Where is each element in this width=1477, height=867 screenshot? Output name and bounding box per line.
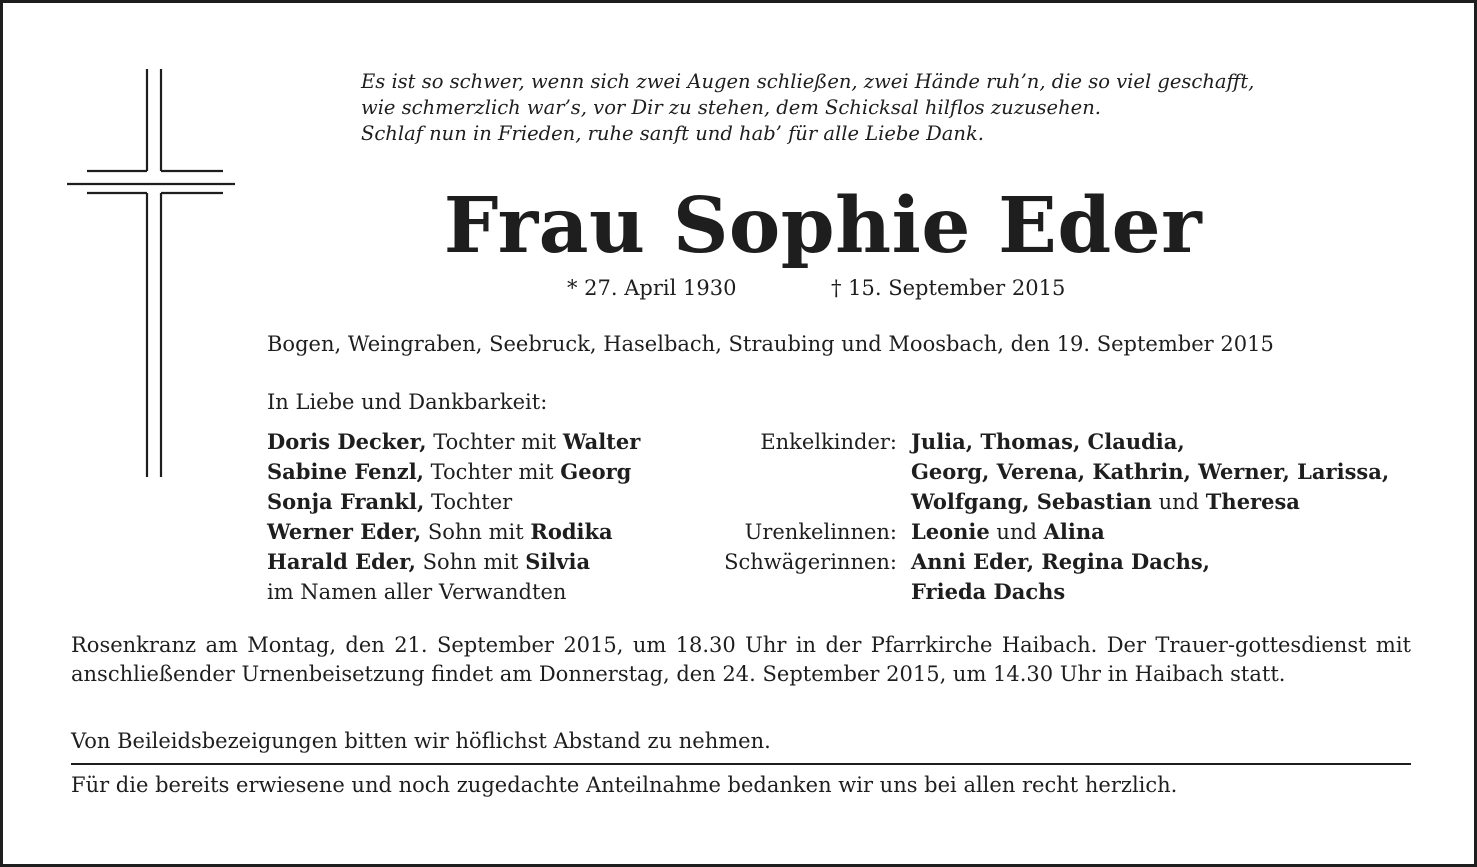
spacer [653, 457, 897, 487]
grandchildren-line [911, 487, 1431, 517]
family-closing: im Namen aller Verwandten [267, 580, 567, 604]
sisters-in-law-line [911, 577, 1431, 607]
grandchildren-label: Enkelkinder: [760, 430, 897, 454]
great-grandchild-name: Leonie [911, 519, 990, 544]
family-member-name: Werner Eder, [267, 519, 422, 544]
service-announcement [71, 631, 1411, 689]
condolence-note: Von Beileidsbezeigungen bitten wir höflichst Abstand zu nehmen. [71, 729, 771, 753]
family-member [267, 457, 697, 487]
family-member-partner: Rodika [530, 519, 613, 544]
relative-names [911, 427, 1431, 607]
family-member-name: Doris Decker, [267, 429, 427, 454]
sisters-in-law-label: Schwägerinnen: [724, 550, 897, 574]
family-member-relation: Sohn mit [416, 550, 526, 574]
poem-line: Es ist so schwer, wenn sich zwei Augen schließen, zwei Hände ruh’n, die so viel geschafft, [361, 70, 1255, 93]
grandchildren-names: Wolfgang, Sebastian [911, 489, 1152, 514]
great-grandchildren-line [911, 517, 1431, 547]
birth-date: * 27. April 1930 [567, 276, 737, 300]
sisters-in-law-line [911, 547, 1431, 577]
mourners-intro: In Liebe und Dankbarkeit: [267, 390, 548, 414]
family-member-relation: Tochter [424, 490, 513, 514]
family-member-relation: Tochter mit [426, 430, 563, 454]
family-member-partner: Georg [560, 459, 632, 484]
sisters-in-law-names: Anni Eder, Regina Dachs, [911, 549, 1210, 574]
cross-icon [63, 65, 239, 481]
place-and-date: Bogen, Weingraben, Seebruck, Haselbach, Straubing und Moosbach, den 19. September 2015 [267, 332, 1274, 356]
family-member-partner: Silvia [525, 549, 591, 574]
grandchildren-names: Julia, Thomas, Claudia, [911, 429, 1185, 454]
deceased-name: Frau Sophie Eder [443, 181, 1203, 271]
family-member [267, 487, 697, 517]
great-grandchild-name: Alina [1043, 519, 1105, 544]
conjunction: und [989, 520, 1044, 544]
grandchildren-line [911, 427, 1431, 457]
poem-line: wie schmerzlich war’s, vor Dir zu stehen, dem Schicksal hilflos zuzusehen. [361, 96, 1101, 119]
family-member-relation: Tochter mit [423, 460, 561, 484]
family-member [267, 427, 697, 457]
death-date: † 15. September 2015 [831, 276, 1066, 300]
conjunction: und [1151, 490, 1206, 514]
relative-labels [653, 427, 897, 577]
family-member [267, 517, 697, 547]
great-grandchildren-label: Urenkelinnen: [744, 520, 897, 544]
sisters-in-law-names: Frieda Dachs [911, 579, 1066, 604]
family-list [267, 427, 697, 607]
grandchildren-names: Georg, Verena, Kathrin, Werner, Larissa, [911, 459, 1390, 484]
grandchildren-names: Theresa [1205, 489, 1300, 514]
thanks-note: Für die bereits erwiesene und noch zugedachte Anteilnahme bedanken wir uns bei allen recht herzlich. [71, 773, 1178, 797]
service-text: Rosenkranz am Montag, den 21. September 2015, um 18.30 Uhr in der Pfarrkirche Haibach. Der Trauer-gottesdienst mit anschließender Urnenbeisetzung findet am Donnerstag, den 24. September 2015, um 14.30 Uhr in Haibach statt. [71, 633, 1411, 686]
poem-line: Schlaf nun in Frieden, ruhe sanft und hab’ für alle Liebe Dank. [361, 122, 984, 145]
family-member-partner: Walter [562, 429, 641, 454]
family-member-relation: Sohn mit [421, 520, 531, 544]
grandchildren-line [911, 457, 1431, 487]
spacer [653, 487, 897, 517]
divider [71, 763, 1411, 765]
family-member-name: Sabine Fenzl, [267, 459, 424, 484]
cross-graphic [63, 65, 239, 481]
memorial-poem [361, 69, 1441, 147]
family-member-name: Harald Eder, [267, 549, 416, 574]
family-member [267, 547, 697, 577]
family-member-name: Sonja Frankl, [267, 489, 425, 514]
